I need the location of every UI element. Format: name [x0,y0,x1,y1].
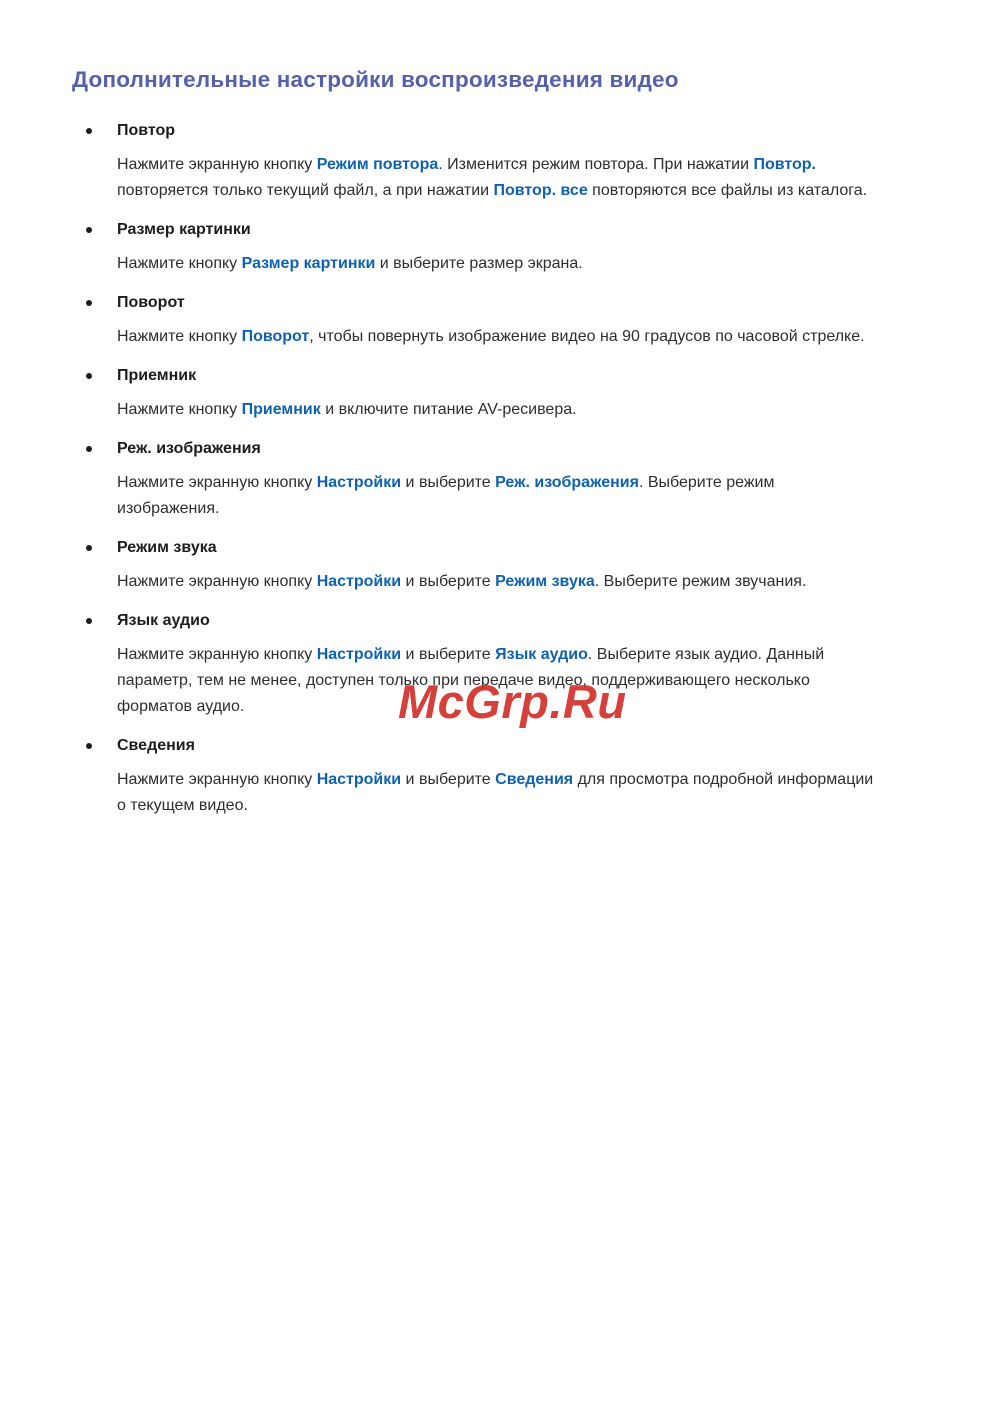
body-text-run: Нажмите кнопку [117,328,242,345]
section-heading: Реж. изображения [117,440,261,457]
page-title: Дополнительные настройки воспроизведения видео [72,67,679,92]
section-heading: Повтор [117,122,176,139]
section-body [117,152,877,204]
bullet-icon [86,545,92,551]
section-heading: Язык аудио [117,612,210,629]
body-text-run: повторяются все файлы из каталога. [587,182,868,199]
section-body [117,324,877,350]
section-heading: Сведения [117,737,195,754]
inline-button-ref: Повтор. все [493,182,588,199]
section-heading: Поворот [117,294,185,311]
bullet-icon [86,128,92,134]
body-text-run: . Выберите режим звучания. [594,573,807,590]
body-text-run: и выберите [401,771,496,788]
body-text-run: и выберите размер экрана. [375,255,583,272]
body-text-run: и выберите [401,646,496,663]
bullet-icon [86,300,92,306]
inline-button-ref: Сведения [495,771,574,788]
section-body [117,569,877,595]
list-item [72,217,877,277]
list-item [72,608,877,720]
body-text-run: и выберите [401,474,496,491]
inline-button-ref: Настройки [316,573,402,590]
body-text-run: Нажмите экранную кнопку [117,573,317,590]
section-body [117,397,877,423]
list-item [72,363,877,423]
list-item [72,118,877,204]
inline-button-ref: Режим звука [495,573,595,590]
inline-button-ref: Приемник [241,401,321,418]
body-text-run: Нажмите кнопку [117,255,242,272]
section-body [117,642,877,720]
inline-button-ref: Режим повтора [316,156,439,173]
body-text-run: . Выберите язык аудио. Данный параметр, тем не менее, доступен только при передаче видео, поддерживающего несколько форматов аудио. [117,646,825,715]
inline-button-ref: Реж. изображения [495,474,639,491]
inline-button-ref: Размер картинки [241,255,376,272]
body-text-run: , чтобы повернуть изображение видео на 90 градусов по часовой стрелке. [309,328,865,345]
body-text-run: Нажмите экранную кнопку [117,771,317,788]
settings-list [72,118,960,819]
list-item [72,290,877,350]
section-body [117,251,877,277]
body-text-run: Нажмите кнопку [117,401,242,418]
body-text-run: Нажмите экранную кнопку [117,646,317,663]
list-item [72,733,877,819]
inline-button-ref: Повтор. [753,156,816,173]
bullet-icon [86,618,92,624]
body-text-run: . Выберите режим изображения. [117,474,775,517]
body-text-run: Нажмите экранную кнопку [117,474,317,491]
body-text-run: Нажмите экранную кнопку [117,156,317,173]
section-heading: Приемник [117,367,197,384]
list-item [72,436,877,522]
inline-button-ref: Настройки [316,646,402,663]
body-text-run: и выберите [401,573,496,590]
section-heading: Размер картинки [117,221,251,238]
section-body [117,767,877,819]
bullet-icon [86,373,92,379]
inline-button-ref: Настройки [316,474,402,491]
inline-button-ref: Настройки [316,771,402,788]
section-heading: Режим звука [117,539,217,556]
body-text-run: повторяется только текущий файл, а при нажатии [117,182,494,199]
body-text-run: для просмотра подробной информации о текущем видео. [117,771,874,814]
bullet-icon [86,446,92,452]
list-item [72,535,877,595]
section-body [117,470,877,522]
inline-button-ref: Язык аудио [495,646,588,663]
watermark: McGrp.Ru [398,675,627,728]
body-text-run: . Изменится режим повтора. При нажатии [438,156,754,173]
bullet-icon [86,743,92,749]
inline-button-ref: Поворот [241,328,310,345]
body-text-run: и включите питание AV-ресивера. [320,401,577,418]
bullet-icon [86,227,92,233]
